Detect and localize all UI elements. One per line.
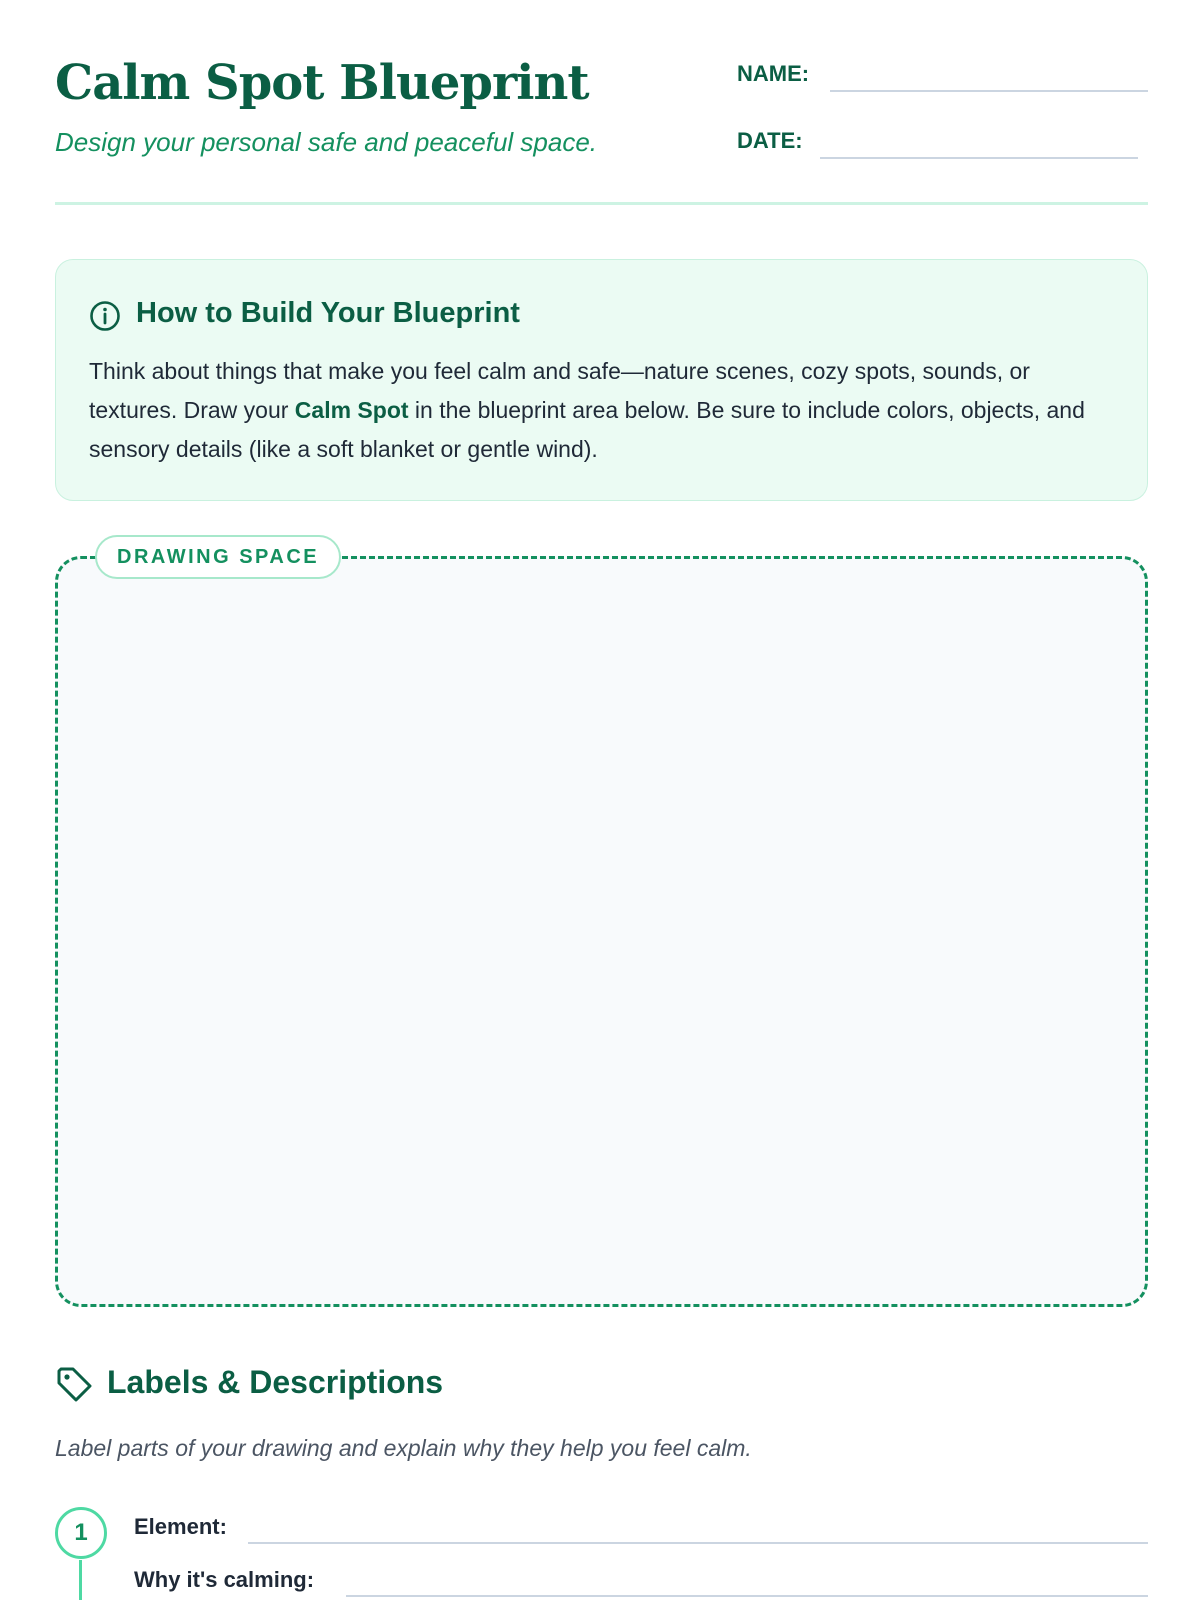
why-calming-answer-line[interactable] (346, 1595, 1148, 1597)
step-number-badge: 1 (55, 1507, 107, 1559)
element-answer-line[interactable] (248, 1542, 1148, 1544)
step-connector (79, 1560, 82, 1600)
instructions-emphasis: Calm Spot (294, 397, 409, 423)
header-divider (55, 202, 1148, 205)
name-field-label: NAME: (737, 61, 810, 86)
instructions-heading: How to Build Your Blueprint (136, 297, 520, 329)
instructions-text-1: Think about things that make you feel calm and safe—nature scenes, cozy spots, sounds, or textures. Draw your (89, 358, 1030, 423)
why-calming-label: Why it's calming: (134, 1567, 315, 1592)
info-circle-icon (89, 300, 121, 332)
date-field-line[interactable] (820, 157, 1138, 159)
page-title: Calm Spot Blueprint (55, 55, 589, 111)
instructions-box (55, 259, 1148, 501)
drawing-space-tag: DRAWING SPACE (95, 535, 341, 579)
instructions-body (89, 352, 1119, 469)
labels-description: Label parts of your drawing and explain why they help you feel calm. (55, 1435, 752, 1461)
page-subtitle: Design your personal safe and peaceful space. (55, 127, 598, 157)
element-label: Element: (134, 1514, 227, 1539)
labels-heading: Labels & Descriptions (107, 1364, 444, 1400)
name-field-line[interactable] (830, 90, 1148, 92)
instructions-text-2: in the blueprint area below. Be sure to include colors, objects, and sensory details (like a soft blanket or gentle wind). (89, 397, 1085, 462)
drawing-space[interactable] (55, 556, 1148, 1307)
worksheet-header (55, 55, 1145, 205)
tag-icon (55, 1365, 95, 1405)
date-field-label: DATE: (737, 128, 803, 153)
